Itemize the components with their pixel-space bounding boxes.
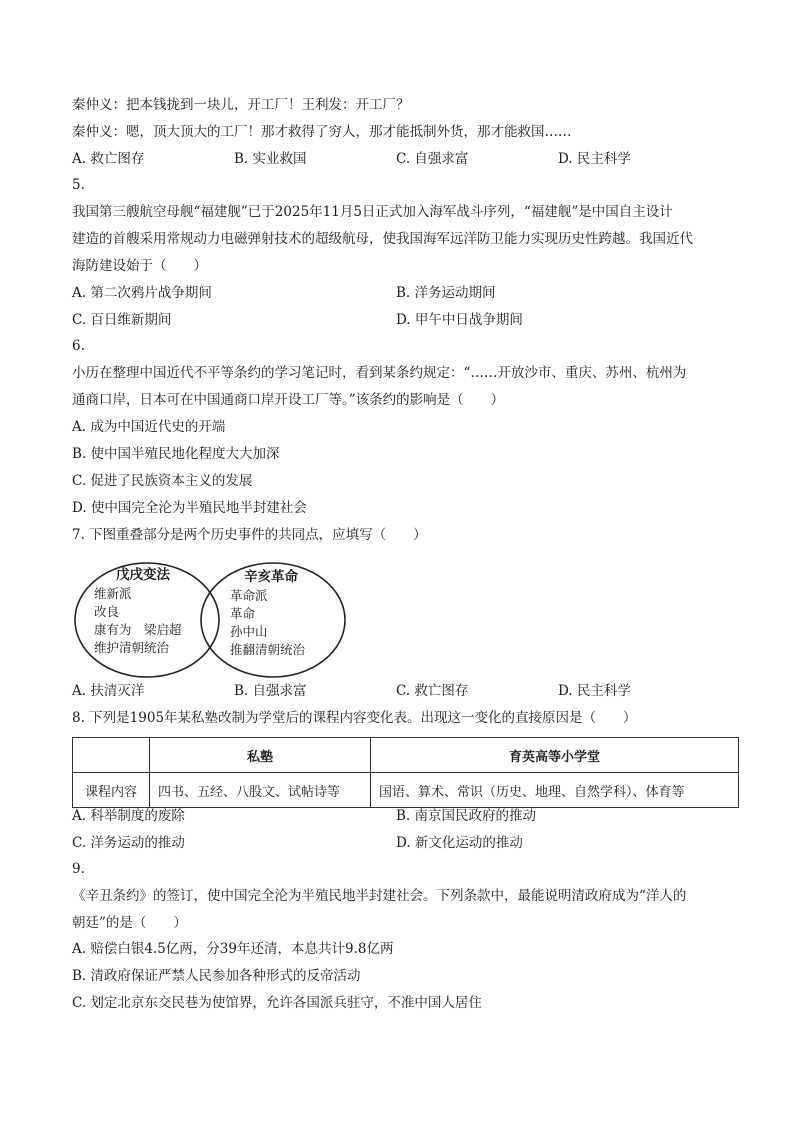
q9-option-a: A. 赔偿白银4.5亿两，分39年还清，本息共计9.8亿两 [72, 941, 394, 957]
table-header-empty [73, 738, 150, 773]
q6-option-a: A. 成为中国近代史的开端 [72, 419, 226, 435]
table-header-row [73, 738, 739, 773]
q4-option-a: A. 救亡图存 [72, 151, 145, 167]
table-row [73, 773, 739, 808]
q6-stem-line-2: 通商口岸，日本可在中国通商口岸开设工厂等。”该条约的影响是（ ） [72, 392, 505, 408]
q6-option-d: D. 使中国完全沦为半殖民地半封建社会 [72, 500, 307, 516]
venn-right-item-3: 孙中山 [230, 624, 268, 639]
q7-option-c: C. 救亡图存 [396, 683, 469, 699]
venn-left-item-4: 维护清朝统治 [94, 640, 170, 655]
q9-option-b: B. 清政府保证严禁人民参加各种形式的反帝活动 [72, 968, 361, 984]
venn-right-item-4: 推翻清朝统治 [230, 642, 306, 657]
venn-left-item-2: 改良 [94, 604, 120, 619]
q8-option-b: B. 南京国民政府的推动 [396, 808, 537, 824]
q9-stem-line-2: 朝廷”的是（ ） [72, 915, 187, 931]
table-row-label: 课程内容 [73, 773, 150, 808]
table-cell-yuying: 国语、算术、常识（历史、地理、自然学科）、体育等 [371, 773, 739, 808]
table-cell-sishu: 四书、五经、八股文、试帖诗等 [150, 773, 371, 808]
q5-option-c: C. 百日维新期间 [72, 312, 172, 328]
q6-option-c: C. 促进了民族资本主义的发展 [72, 473, 253, 489]
q8-option-d: D. 新文化运动的推动 [396, 835, 523, 851]
q9-stem-line-1: 《辛丑条约》的签订，使中国完全沦为半殖民地半封建社会。下列条款中，最能说明清政府成为“洋人的 [72, 888, 687, 904]
q7-option-d: D. 民主科学 [558, 683, 631, 699]
q9-option-c: C. 划定北京东交民巷为使馆界，允许各国派兵驻守，不准中国人居住 [72, 995, 482, 1011]
q9-number: 9. [72, 861, 85, 877]
venn-right-item-2: 革命 [230, 606, 256, 621]
dialogue-line-2: 秦仲义：嗯，顶大顶大的工厂！那才救得了穷人，那才能抵制外货，那才能救国…… [72, 124, 572, 140]
q8-option-c: C. 洋务运动的推动 [72, 835, 185, 851]
venn-left-item-1: 维新派 [94, 586, 132, 601]
q5-number: 5. [72, 177, 85, 193]
q8-option-a: A. 科举制度的废除 [72, 808, 185, 824]
venn-diagram [72, 560, 352, 680]
q4-option-d: D. 民主科学 [558, 151, 631, 167]
q7-option-b: B. 自强求富 [234, 683, 307, 699]
q6-stem-line-1: 小历在整理中国近代不平等条约的学习笔记时，看到某条约规定：“……开放沙市、重庆、苏州、杭州为 [72, 365, 687, 381]
q7-option-a: A. 扶清灭洋 [72, 683, 145, 699]
q5-stem-line-3: 海防建设始于（ ） [72, 258, 207, 274]
venn-right-item-1: 革命派 [230, 588, 268, 603]
q4-option-b: B. 实业救国 [234, 151, 307, 167]
table-header-sishu: 私塾 [150, 738, 371, 773]
q5-stem-line-1: 我国第三艘航空母舰“福建舰”已于2025年11月5日正式加入海军战斗序列，“福建舰”是中国自主设计 [72, 204, 673, 220]
q4-option-c: C. 自强求富 [396, 151, 469, 167]
venn-right-title: 辛亥革命 [244, 569, 298, 585]
q5-stem-line-2: 建造的首艘采用常规动力电磁弹射技术的超级航母，使我国海军远洋防卫能力实现历史性跨越。我国近代 [72, 231, 693, 247]
table-header-yuying: 育英高等小学堂 [371, 738, 739, 773]
venn-left-title: 戊戌变法 [116, 567, 170, 583]
dialogue-line-1: 秦仲义：把本钱拢到一块儿，开工厂！王利发：开工厂？ [72, 97, 410, 113]
q5-option-d: D. 甲午中日战争期间 [396, 312, 523, 328]
course-table [72, 737, 739, 808]
q6-number: 6. [72, 338, 85, 354]
q7-stem: 7. 下图重叠部分是两个历史事件的共同点，应填写（ ） [72, 527, 427, 543]
q5-option-a: A. 第二次鸦片战争期间 [72, 285, 212, 301]
q6-option-b: B. 使中国半殖民地化程度大大加深 [72, 446, 280, 462]
q5-option-b: B. 洋务运动期间 [396, 285, 496, 301]
q8-stem: 8. 下列是1905年某私塾改制为学堂后的课程内容变化表。出现这一变化的直接原因是（ ） [72, 710, 637, 726]
venn-left-item-3: 康有为 梁启超 [94, 622, 182, 637]
